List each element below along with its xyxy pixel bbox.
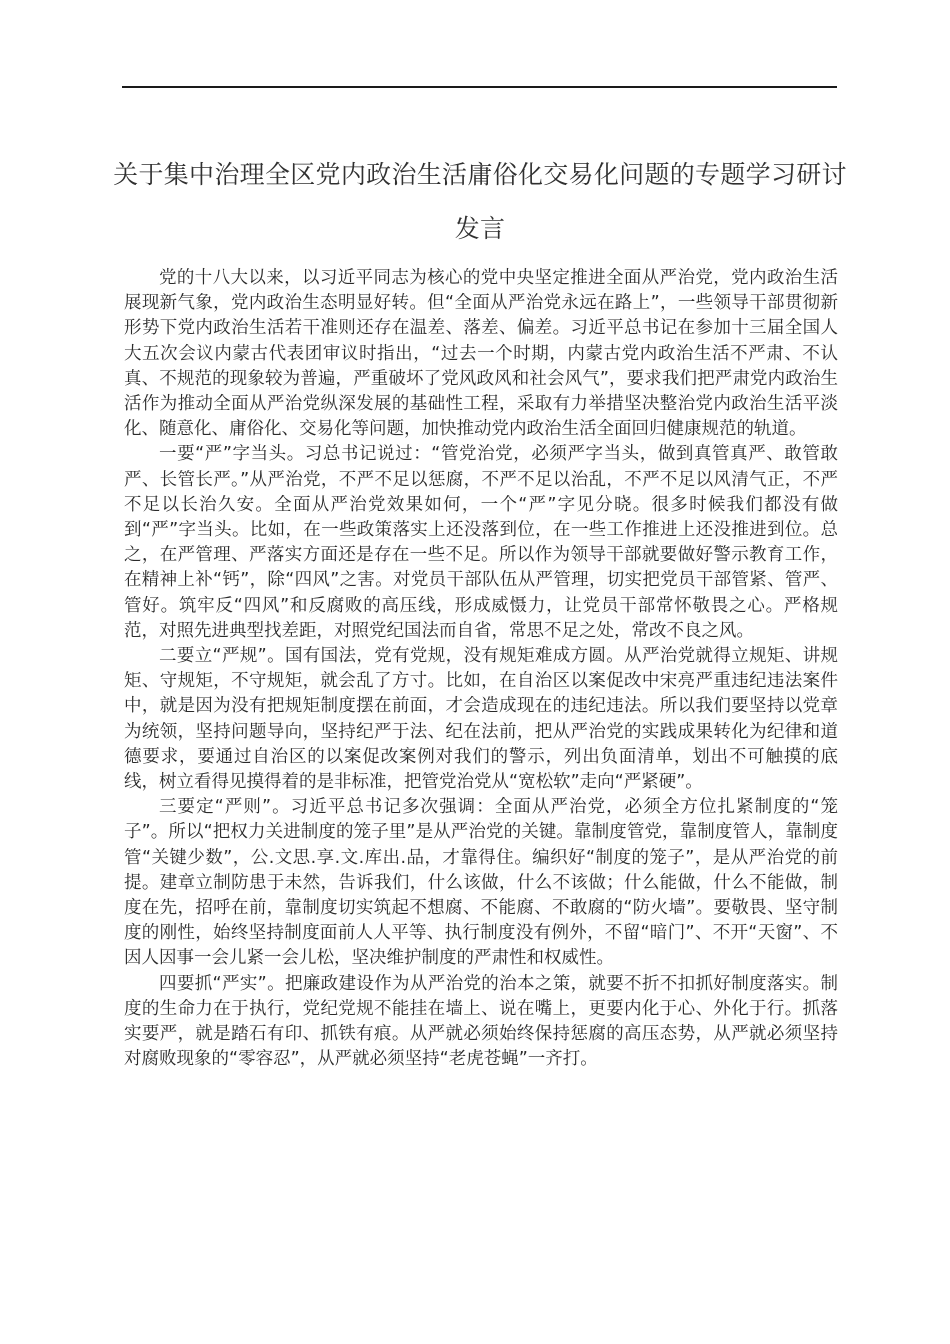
document-title: 关于集中治理全区党内政治生活庸俗化交易化问题的专题学习研讨发言 — [113, 160, 847, 243]
document-body — [124, 266, 838, 1073]
paragraph-point-4: 四要抓“严实”。把廉政建设作为从严治党的治本之策，就要不折不扣抓好制度落实。制度的生命力在于执行，党纪党规不能挂在墙上、说在嘴上，更要内化于心、外化于行。抓落实要严，就是踏石有印、抓铁有痕。从严就必须始终保持惩腐的高压态势，从严就必须坚持对腐败现象的“零容忍”，从严就必须坚持“老虎苍蝇”一齐打。 — [124, 973, 838, 1070]
paragraph-point-2: 二要立“严规”。国有国法，党有党规，没有规矩难成方圆。从严治党就得立规矩、讲规矩、守规矩，不守规矩，就会乱了方寸。比如，在自治区以案促改中宋亮严重违纪违法案件中，就是因为没有把规矩制度摆在前面，才会造成现在的违纪违法。所以我们要坚持以党章为统领，坚持问题导向，坚持纪严于法、纪在法前，把从严治党的实践成果转化为纪律和道德要求，要通过自治区的以案促改案例对我们的警示，列出负面清单，划出不可触摸的底线，树立看得见摸得着的是非标准，把管党治党从“宽松软”走向“严紧硬”。 — [124, 646, 838, 793]
paragraph-point-3: 三要定“严则”。习近平总书记多次强调：全面从严治党，必须全方位扎紧制度的“笼子”。所以“把权力关进制度的笼子里”是从严治党的关键。靠制度管党，靠制度管人，靠制度管“关键少数”，公.文思.享.文.库出.品，才靠得住。编织好“制度的笼子”，是从严治党的前提。建章立制防患于未然，告诉我们，什么该做，什么不该做；什么能做，什么不能做，制度在先，招呼在前，靠制度切实筑起不想腐、不能腐、不敢腐的“防火墙”。要敬畏、坚守制度的刚性，始终坚持制度面前人人平等、执行制度没有例外，不留“暗门”、不开“天窗”、不因人因事一会儿紧一会儿松，坚决维护制度的严肃性和权威性。 — [124, 797, 838, 969]
header-rule — [122, 86, 837, 88]
paragraph-point-1: 一要“严”字当头。习总书记说过：“管党治党，必须严字当头，做到真管真严、敢管敢严、长管长严。”从严治党，不严不足以惩腐，不严不足以治乱，不严不足以风清气正，不严不足以长治久安。全面从严治党效果如何，一个“严”字见分晓。很多时候我们都没有做到“严”字当头。比如，在一些政策落实上还没落到位，在一些工作推进上还没推进到位。总之，在严管理、严落实方面还是存在一些不足。所以作为领导干部就要做好警示教育工作，在精神上补“钙”，除“四风”之害。对党员干部队伍从严管理，切实把党员干部管紧、管严、管好。筑牢反“四风”和反腐败的高压线，形成威慑力，让党员干部常怀敬畏之心。严格规范，对照先进典型找差距，对照党纪国法而自省，常思不足之处，常改不良之风。 — [124, 444, 838, 641]
paragraph-intro: 党的十八大以来，以习近平同志为核心的党中央坚定推进全面从严治党，党内政治生活展现新气象，党内政治生态明显好转。但“全面从严治党永远在路上”，一些领导干部贯彻新形势下党内政治生活若干准则还存在温差、落差、偏差。习近平总书记在参加十三届全国人大五次会议内蒙古代表团审议时指出，“过去一个时期，内蒙古党内政治生活不严肃、不认真、不规范的现象较为普遍，严重破坏了党风政风和社会风气”，要求我们把严肃党内政治生活作为推动全面从严治党纵深发展的基础性工程，采取有力举措坚决整治党内政治生活平淡化、随意化、庸俗化、交易化等问题，加快推动党内政治生活全面回归健康规范的轨道。 — [124, 268, 838, 440]
